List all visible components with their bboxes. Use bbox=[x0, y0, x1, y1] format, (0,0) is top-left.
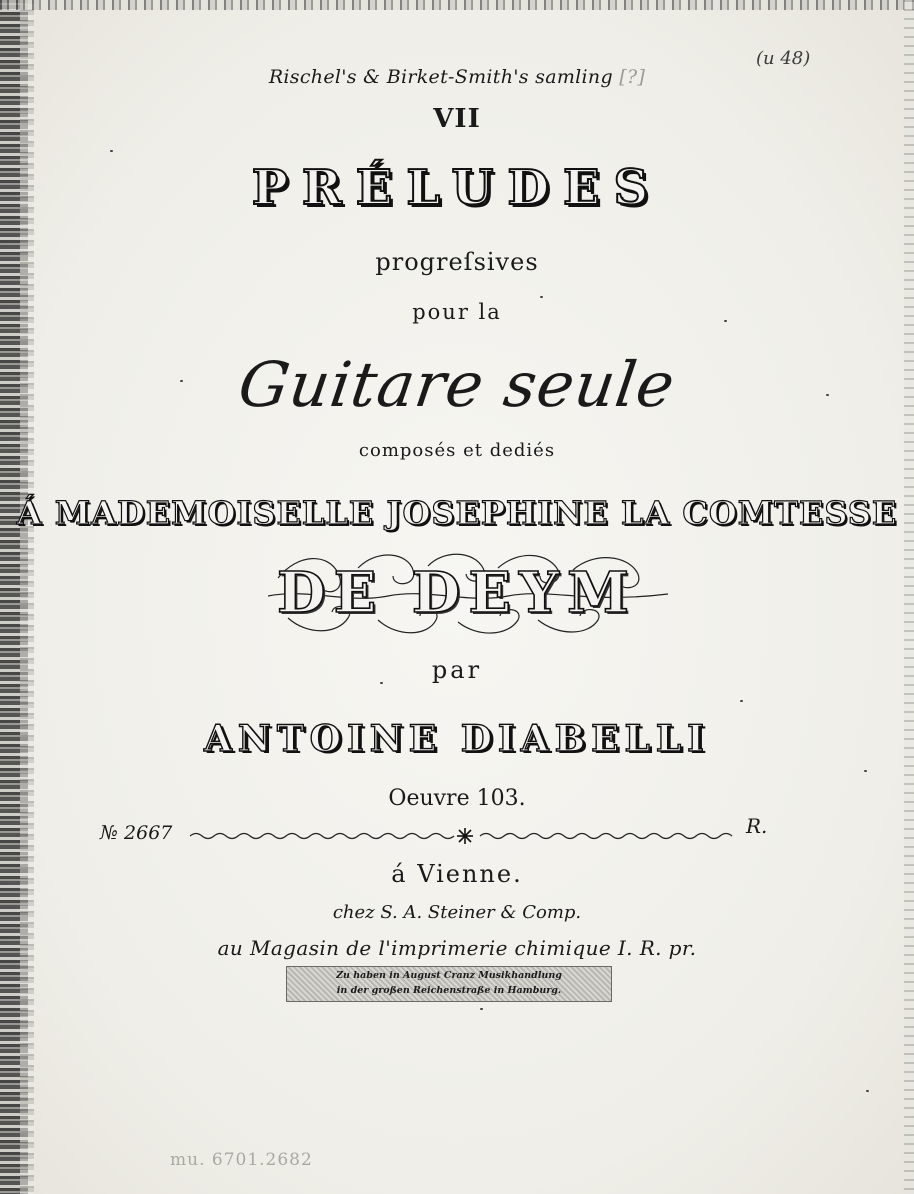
stamp-line-1: Zu haben in August Cranz Musikhandlung bbox=[336, 970, 562, 981]
opus-number: Oeuvre 103. bbox=[388, 786, 526, 811]
dealer-stamp bbox=[286, 966, 612, 1002]
par-label: par bbox=[431, 656, 483, 684]
subtitle-pour-la: pour la bbox=[412, 300, 502, 324]
plate-number: № 2667 bbox=[100, 822, 173, 844]
subtitle-progressives: progreſsives bbox=[375, 248, 539, 276]
scan-speck bbox=[826, 394, 829, 396]
composer-name: ANTOINE DIABELLI bbox=[203, 718, 711, 760]
page-title: PRÉLUDES bbox=[251, 160, 663, 216]
city-line: á Vienne. bbox=[391, 860, 523, 888]
printer-line: au Magasin de l'imprimerie chimique I. R. pr. bbox=[217, 936, 697, 960]
dedicatee-line: Á MADEMOISELLE JOSEPHINE LA COMTESSE bbox=[16, 494, 898, 532]
wavy-divider bbox=[190, 822, 740, 846]
scan-speck bbox=[724, 320, 727, 322]
catalog-number: (u 48) bbox=[756, 48, 811, 69]
scan-speck bbox=[864, 770, 867, 772]
scan-edge-top bbox=[0, 0, 914, 10]
scan-speck bbox=[180, 380, 183, 382]
scan-speck bbox=[740, 700, 743, 702]
instrument-title: Guitare seule bbox=[234, 348, 680, 421]
stamp-line-2: in der großen Reichenstraße in Hamburg. bbox=[336, 985, 562, 996]
collection-name: Rischel's & Birket-Smith's samling bbox=[268, 66, 613, 88]
composed-dedicated: composés et dediés bbox=[358, 440, 556, 461]
price-mark: R. bbox=[746, 814, 768, 838]
scan-speck bbox=[540, 296, 543, 298]
scan-speck bbox=[110, 150, 113, 152]
scan-speck bbox=[480, 1008, 483, 1010]
scan-speck bbox=[380, 682, 383, 684]
asterisk-icon bbox=[457, 828, 473, 844]
collection-inscription bbox=[0, 66, 914, 88]
scan-speck bbox=[866, 1090, 869, 1092]
roman-numeral: VII bbox=[433, 104, 481, 134]
dedicatee-family: DE DEYM bbox=[277, 560, 637, 626]
publisher-line: chez S. A. Steiner & Comp. bbox=[332, 902, 582, 923]
collection-mark: [?] bbox=[619, 66, 646, 88]
archive-number: mu. 6701.2682 bbox=[170, 1150, 313, 1170]
